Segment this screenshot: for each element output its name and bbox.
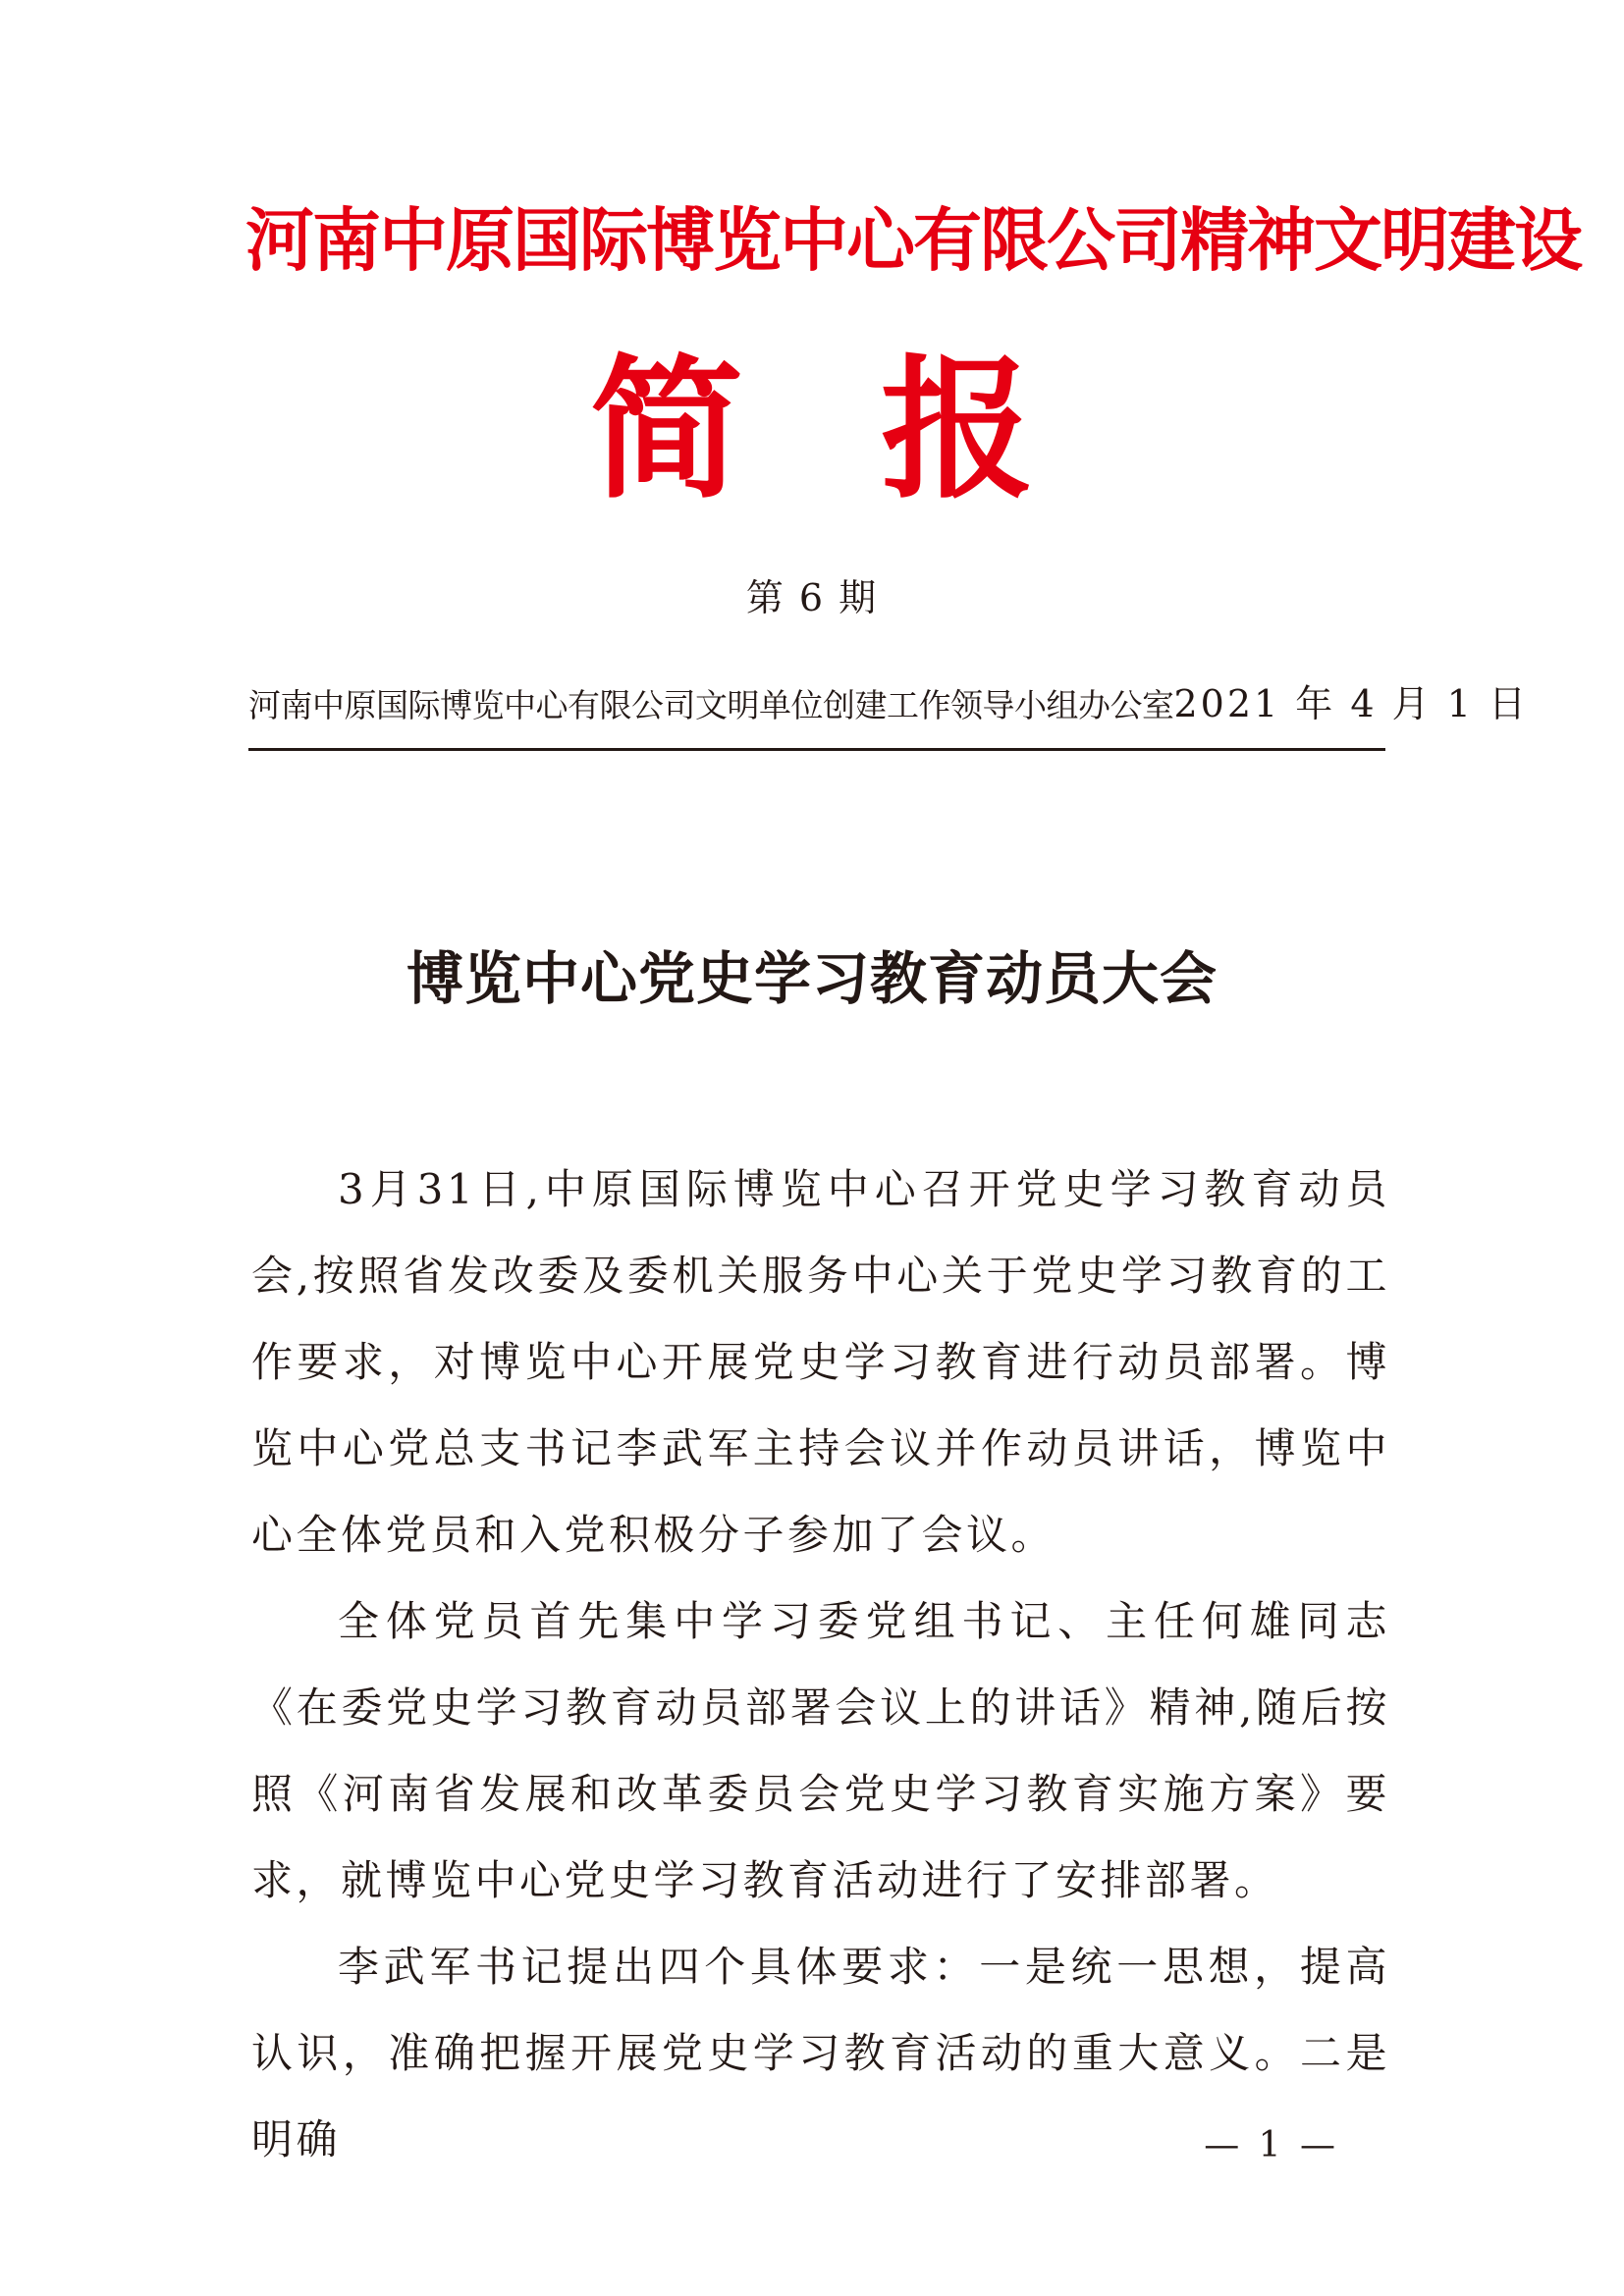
issue-number: 第 6 期 — [745, 576, 879, 619]
issue-date: 2021 年 4 月 1 日 — [1173, 682, 1529, 725]
bulletin-title: 简报 — [590, 340, 1171, 519]
issuer-name: 河南中原国际博览中心有限公司文明单位创建工作领导小组办公室 — [248, 686, 1174, 724]
header-divider — [248, 748, 1385, 751]
issuer-line — [248, 682, 1529, 725]
paragraph: 3月31日,中原国际博览中心召开党史学习教育动员会,按照省发改委及委机关服务中心关于党史学习教育的工作要求，对博览中心开展党史学习教育进行动员部署。博览中心党总支书记李武军主持会议并作动员讲话，博览中心全体党员和入党积极分子参加了会议。 — [251, 1165, 1390, 1559]
article-body — [251, 1147, 1390, 2183]
organization-title: 河南中原国际博览中心有限公司精神文明建设 — [245, 199, 1581, 281]
paragraph: 李武军书记提出四个具体要求：一是统一思想，提高认识，准确把握开展党史学习教育活动的重大意义。二是明确 — [251, 1943, 1390, 2163]
article-title: 博览中心党史学习教育动员大会 — [406, 945, 1218, 1012]
page-number: — 1 — — [1204, 2125, 1339, 2165]
paragraph: 全体党员首先集中学习委党组书记、主任何雄同志《在委党史学习教育动员部署会议上的讲话》精神,随后按照《河南省发展和改革委员会党史学习教育实施方案》要求，就博览中心党史学习教育活动进行了安排部署。 — [251, 1597, 1390, 1904]
